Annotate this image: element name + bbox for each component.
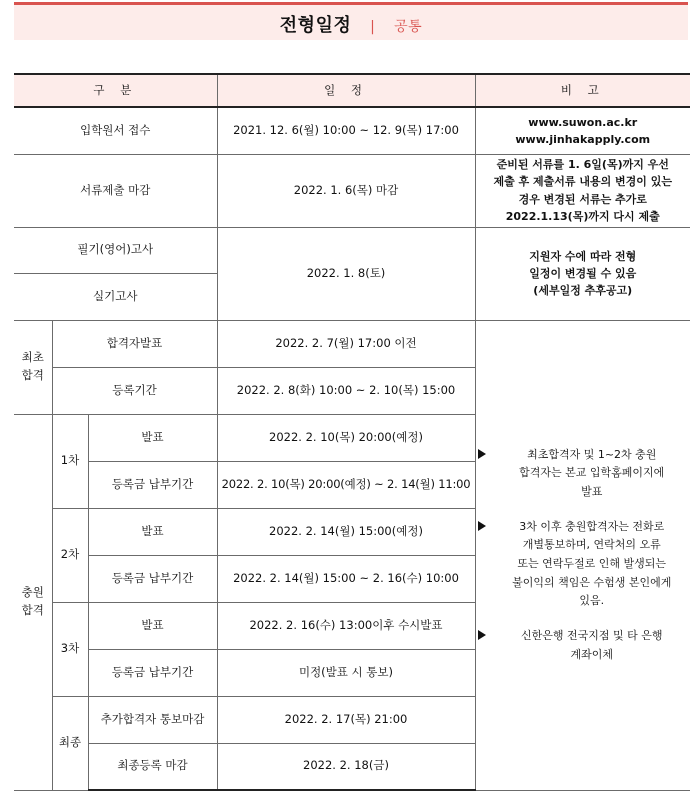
note-line: 지원자 수에 따라 전형 bbox=[529, 249, 637, 263]
row-schedule: 2022. 2. 10(목) 20:00(예정) bbox=[217, 414, 475, 461]
row-schedule: 2022. 1. 6(목) 마감 bbox=[217, 154, 475, 227]
row-label: 등록금 납부기간 bbox=[88, 555, 217, 602]
row-label: 최종등록 마감 bbox=[88, 743, 217, 790]
remark-line: 불이익의 책임은 수험생 본인에게 bbox=[512, 575, 672, 589]
title-main: 전형일정 bbox=[279, 15, 352, 36]
group-label-line: 최초 bbox=[21, 350, 44, 365]
note-line: 제출 후 제출서류 내용의 변경이 있는 bbox=[493, 175, 673, 189]
remark-line: 신한은행 전국지점 및 타 은행 bbox=[521, 629, 663, 643]
title-separator: | bbox=[370, 19, 376, 35]
row-schedule: 2022. 2. 16(수) 13:00이후 수시발표 bbox=[217, 602, 475, 649]
note-line: 2022.1.13(목)까지 다시 제출 bbox=[505, 209, 660, 223]
group-label-line: 합격 bbox=[21, 368, 44, 382]
row-label: 등록금 납부기간 bbox=[88, 461, 217, 508]
header-schedule: 일 정 bbox=[217, 74, 475, 107]
row-label: 발표 bbox=[88, 602, 217, 649]
header-category: 구 분 bbox=[14, 74, 217, 107]
group-label-line: 합격 bbox=[21, 603, 44, 617]
note-line: 일정이 변경될 수 있음 bbox=[529, 266, 637, 280]
row-label: 추가합격자 통보마감 bbox=[88, 696, 217, 743]
round-label: 최종 bbox=[52, 696, 88, 790]
row-label: 등록기간 bbox=[52, 367, 217, 414]
row-label: 발표 bbox=[88, 414, 217, 461]
title-subtitle: 공통 bbox=[394, 19, 423, 35]
row-label: 합격자발표 bbox=[52, 320, 217, 367]
table-row-documents bbox=[14, 154, 690, 227]
remark-line: 최초합격자 및 1~2차 충원 bbox=[527, 447, 657, 461]
triangle-bullet-icon bbox=[478, 449, 486, 459]
group-label-final bbox=[14, 320, 52, 414]
row-note bbox=[475, 227, 690, 320]
note-line: 경우 변경된 서류는 추가로 bbox=[518, 192, 647, 206]
group-label-waitlist bbox=[14, 414, 52, 790]
table-row-written-exam bbox=[14, 227, 690, 273]
row-schedule: 2022. 2. 14(월) 15:00 ~ 2. 16(수) 10:00 bbox=[217, 555, 475, 602]
website-link-jinhak[interactable]: www.jinhakapply.com bbox=[515, 132, 651, 146]
row-schedule: 미정(발표 시 통보) bbox=[217, 649, 475, 696]
remark-line: 발표 bbox=[581, 484, 603, 498]
remark-item bbox=[478, 518, 689, 611]
row-label: 입학원서 접수 bbox=[14, 107, 217, 154]
row-label: 등록금 납부기간 bbox=[88, 649, 217, 696]
triangle-bullet-icon bbox=[478, 630, 486, 640]
remark-line: 있음. bbox=[579, 594, 605, 608]
row-schedule: 2022. 2. 10(목) 20:00(예정) ~ 2. 14(월) 11:00 bbox=[217, 461, 475, 508]
round-label: 1차 bbox=[52, 414, 88, 508]
remark-line: 합격자는 본교 입학홈페이지에 bbox=[519, 466, 665, 480]
page-title bbox=[14, 11, 688, 37]
round-label: 2차 bbox=[52, 508, 88, 602]
remark-item bbox=[478, 446, 689, 502]
row-note bbox=[475, 154, 690, 227]
row-schedule: 2022. 1. 8(토) bbox=[217, 227, 475, 320]
remark-item bbox=[478, 627, 689, 664]
row-label: 서류제출 마감 bbox=[14, 154, 217, 227]
group-label-line: 충원 bbox=[21, 585, 44, 600]
row-note bbox=[475, 107, 690, 154]
row-label: 필기(영어)고사 bbox=[14, 227, 217, 273]
row-schedule: 2022. 2. 14(월) 15:00(예정) bbox=[217, 508, 475, 555]
row-schedule: 2022. 2. 8(화) 10:00 ~ 2. 10(목) 15:00 bbox=[217, 367, 475, 414]
table-row-final-announce bbox=[14, 320, 690, 367]
remark-line: 계좌이체 bbox=[570, 647, 613, 661]
note-line: (세부일정 추후공고) bbox=[533, 284, 633, 298]
remarks-cell bbox=[475, 320, 690, 790]
remark-line: 또는 연락두절로 인해 발생되는 bbox=[517, 557, 667, 570]
schedule-table bbox=[14, 73, 690, 791]
table-row-application bbox=[14, 107, 690, 154]
remark-line: 3차 이후 충원합격자는 전화로 bbox=[519, 519, 665, 533]
table-header-row bbox=[14, 74, 690, 107]
triangle-bullet-icon bbox=[478, 521, 486, 531]
row-schedule: 2022. 2. 17(목) 21:00 bbox=[217, 696, 475, 743]
row-schedule: 2022. 2. 7(월) 17:00 이전 bbox=[217, 320, 475, 367]
header-note: 비 고 bbox=[475, 74, 690, 107]
title-banner bbox=[14, 2, 688, 40]
row-label: 실기고사 bbox=[14, 273, 217, 320]
note-line: 준비된 서류를 1. 6일(목)까지 우선 bbox=[496, 158, 669, 172]
remark-line: 개별통보하며, 연락처의 오류 bbox=[522, 538, 661, 552]
row-label: 발표 bbox=[88, 508, 217, 555]
row-schedule: 2021. 12. 6(월) 10:00 ~ 12. 9(목) 17:00 bbox=[217, 107, 475, 154]
website-link-suwon[interactable]: www.suwon.ac.kr bbox=[528, 115, 638, 129]
row-schedule: 2022. 2. 18(금) bbox=[217, 743, 475, 790]
round-label: 3차 bbox=[52, 602, 88, 696]
